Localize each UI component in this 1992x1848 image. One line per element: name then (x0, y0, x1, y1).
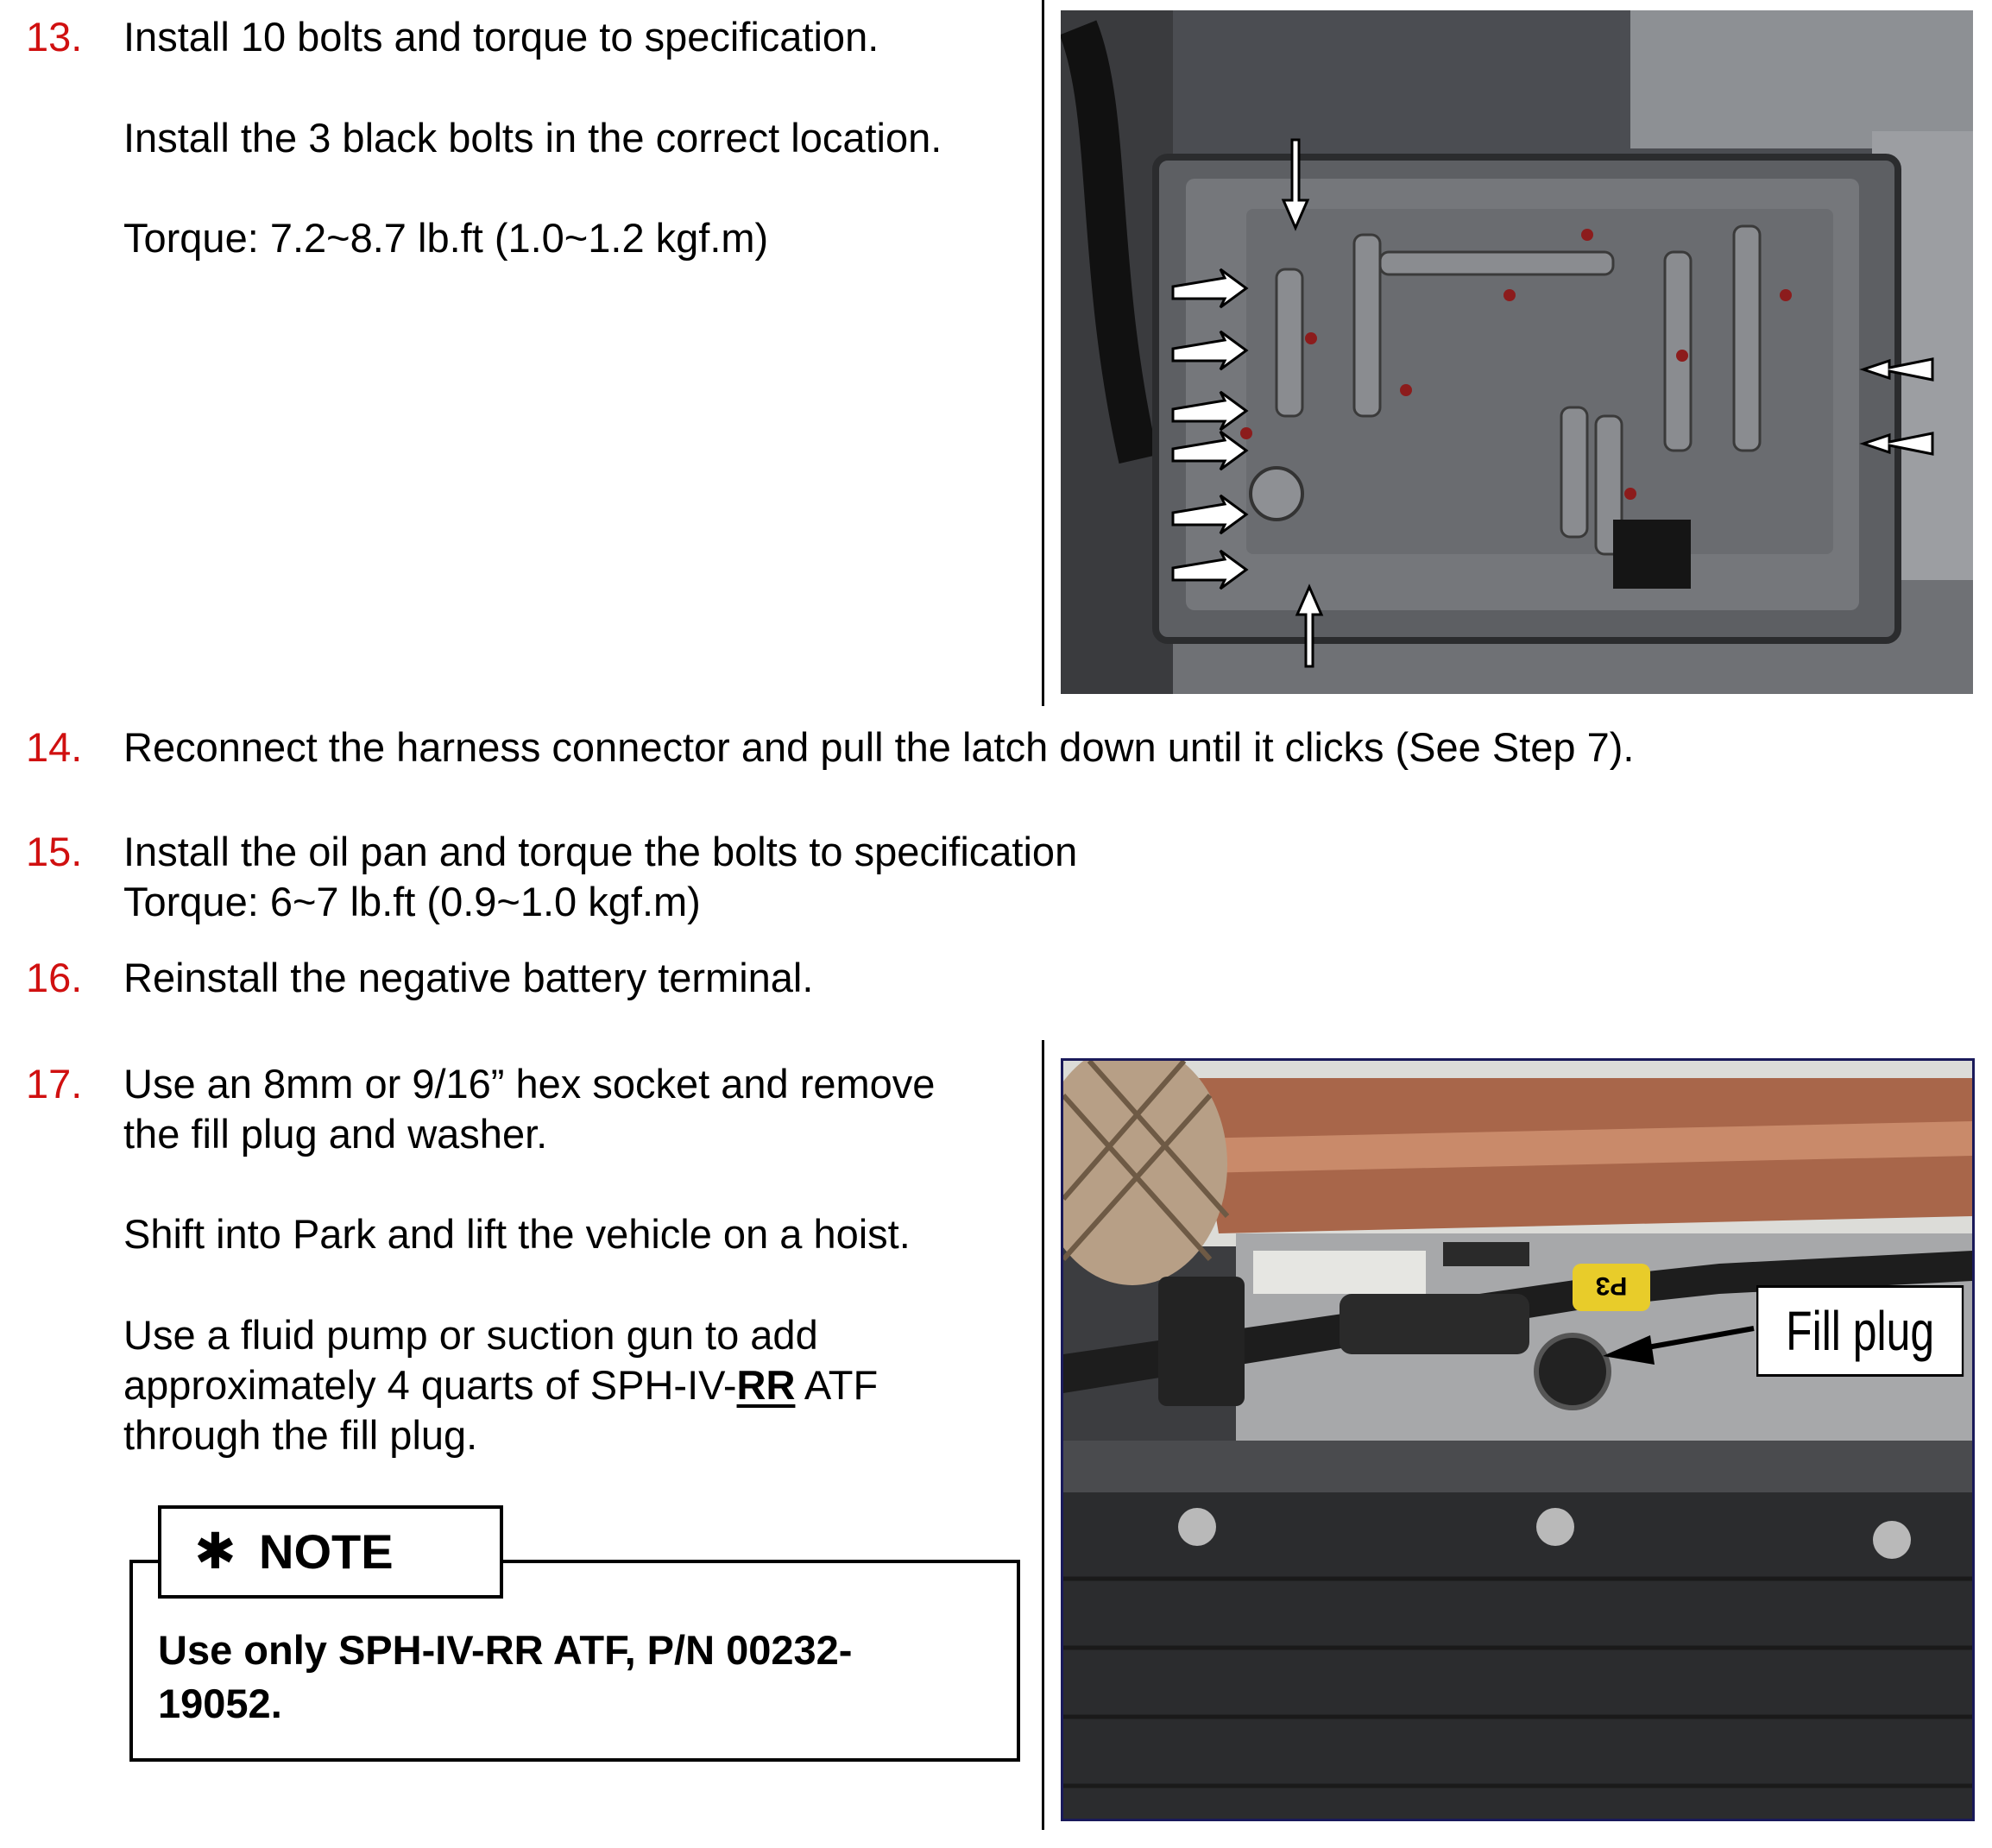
step-17-line-1: Use an 8mm or 9/16” hex socket and remove (123, 1061, 936, 1107)
step-13-number: 13. (26, 14, 83, 60)
note-header (158, 1505, 503, 1599)
p3-tag-text: P3 (1595, 1271, 1628, 1300)
step-17-line-2: the fill plug and washer. (123, 1111, 548, 1157)
step-17-number: 17. (26, 1061, 83, 1107)
rr-emphasis: RR (736, 1362, 796, 1408)
step-13-line-2: Install the 3 black bolts in the correct location. (123, 115, 942, 161)
step-16-number: 16. (26, 955, 83, 1000)
fill-plug-photo (1061, 1058, 1975, 1821)
step-15-line-1: Install the oil pan and torque the bolts to specification (123, 829, 1078, 874)
valve-body-photo (1061, 10, 1973, 694)
step-17-line-3: Shift into Park and lift the vehicle on a hoist. (123, 1211, 911, 1257)
step-14-line-1: Reconnect the harness connector and pull the latch down until it clicks (See Step 7). (123, 724, 1635, 770)
column-divider-top (1042, 0, 1044, 706)
step-13-line-1: Install 10 bolts and torque to specification. (123, 14, 879, 60)
fill-plug-illustration (1063, 1061, 1972, 1819)
step-17-line-5 (123, 1360, 878, 1410)
note-line-1: Use only SPH-IV-RR ATF, P/N 00232- (158, 1627, 853, 1673)
step-17-line-5-end: ATF (795, 1362, 879, 1408)
note-title: NOTE (259, 1524, 394, 1579)
column-divider-bottom (1042, 1040, 1044, 1830)
step-17-line-5-start: approximately 4 quarts of SPH-IV- (123, 1362, 737, 1408)
step-13-line-3: Torque: 7.2~8.7 lb.ft (1.0~1.2 kgf.m) (123, 215, 769, 261)
step-15-line-2: Torque: 6~7 lb.ft (0.9~1.0 kgf.m) (123, 879, 701, 924)
step-17-line-6: through the fill plug. (123, 1412, 478, 1458)
fill-plug-callout: Fill plug (1756, 1285, 1964, 1377)
step-14-number: 14. (26, 724, 83, 770)
note-line-2: 19052. (158, 1681, 282, 1726)
valve-body-illustration (1061, 10, 1973, 694)
note-star-icon: ✱ (194, 1523, 236, 1580)
step-17-line-4: Use a fluid pump or suction gun to add (123, 1312, 818, 1358)
step-15-number: 15. (26, 829, 83, 874)
step-16-line-1: Reinstall the negative battery terminal. (123, 955, 814, 1000)
